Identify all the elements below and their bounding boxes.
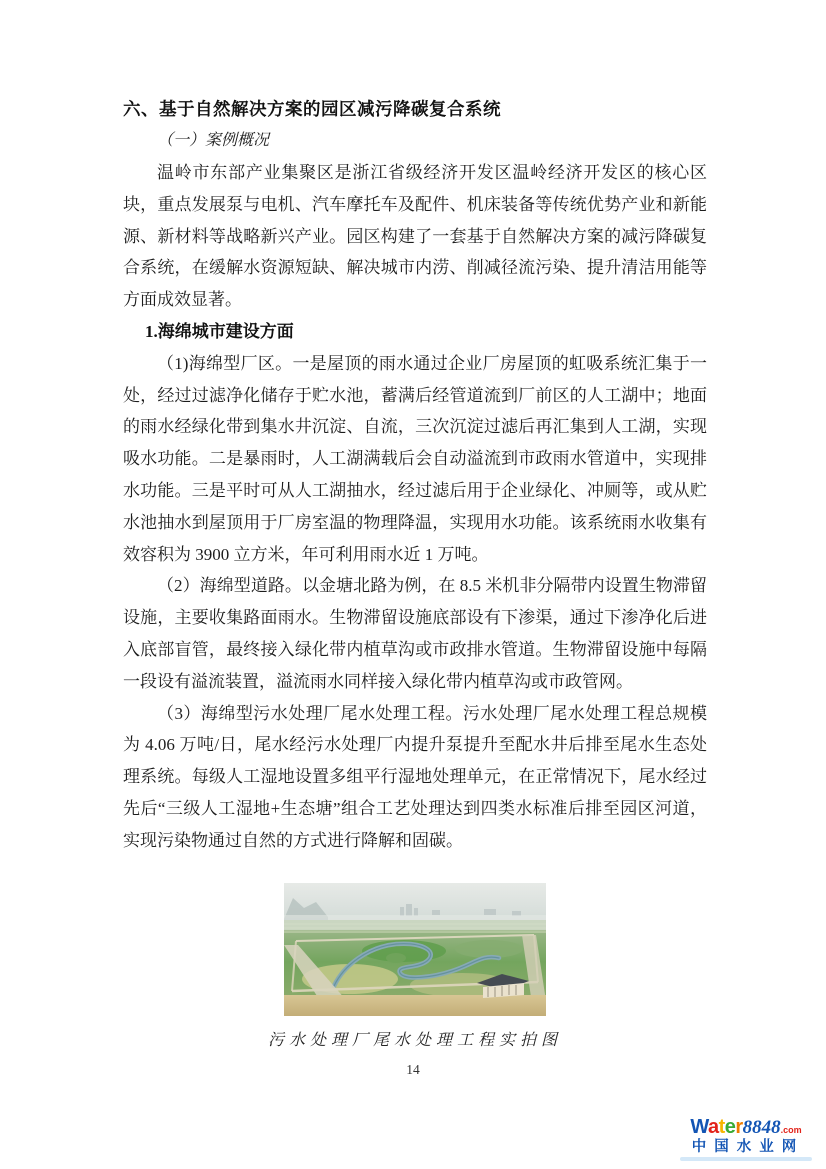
logo-letter: r — [735, 1115, 743, 1138]
water8848-logo — [680, 1117, 812, 1162]
aerial-photo-wetland-plant — [284, 883, 546, 1016]
subsection-heading-case-overview: （一）案例概况 — [157, 132, 270, 149]
section-heading: 六、基于自然解决方案的园区减污降碳复合系统 — [123, 99, 501, 119]
logo-tagline: 中国水业网 — [691, 1138, 805, 1155]
logo-tld: .com — [780, 1124, 802, 1135]
logo-letter: t — [718, 1115, 725, 1138]
logo-letter: e — [724, 1115, 736, 1138]
paragraph-sponge-wastewater: （3）海绵型污水处理厂尾水处理工程。污水处理厂尾水处理工程总规模为 4.06 万吨/日，尾水经污水处理厂内提升泵提升至配水井后排至尾水生态处理系统。每级人工湿地设置多组平行湿地处理单元，在正常情况下，尾水经过先后“三级人工湿地+生态塘”组合工艺处理达到四类水标准后排至园区河道，实现污染物通过自然的方式进行降解和固碳。 — [123, 703, 707, 850]
logo-accent-bar — [680, 1157, 812, 1161]
logo-number: 8848 — [742, 1116, 781, 1138]
document-body — [123, 94, 707, 1050]
page-number: 14 — [406, 1062, 420, 1077]
subsection-title-sponge-city: 1.海绵城市建设方面 — [145, 321, 294, 341]
figure-wastewater-project — [123, 883, 707, 1050]
paragraph-sponge-factory: （1)海绵型厂区。一是屋顶的雨水通过企业厂房屋顶的虹吸系统汇集于一处，经过过滤净化储存于贮水池，蓄满后经管道流到厂前区的人工湖中；地面的雨水经绿化带到集水井沉淀、自流，三次沉淀过滤后再汇集到人工湖，实现吸水功能。二是暴雨时，人工湖满载后会自动溢流到市政雨水管道中，实现排水功能。三是平时可从人工湖抽水，经过滤后用于企业绿化、冲厕等，或从贮水池抽水到屋顶用于厂房室温的物理降温，实现用水功能。该系统雨水收集有效容积为 3900 立方米，年可利用雨水近 1 万吨。 — [123, 353, 707, 564]
logo-letter: W — [690, 1115, 708, 1138]
logo-letter: a — [707, 1115, 719, 1138]
paragraph-sponge-road: （2）海绵型道路。以金塘北路为例，在 8.5 米机非分隔带内设置生物滞留设施，主要收集路面雨水。生物滞留设施底部设有下渗渠，通过下渗净化后进入底部盲管，最终接入绿化带内植草沟或市政排水管道。生物滞留设施中每隔一段设有溢流装置，溢流雨水同样接入绿化带内植草沟或市政管网。 — [123, 576, 707, 691]
figure-caption: 污水处理厂尾水处理工程实拍图 — [267, 1031, 562, 1049]
water8848-wordmark — [680, 1117, 812, 1137]
paragraph-case-overview: 温岭市东部产业集聚区是浙江省级经济开发区温岭经济开发区的核心区块，重点发展泵与电机、汽车摩托车及配件、机床装备等传统优势产业和新能源、新材料等战略新兴产业。园区构建了一套基于自然解决方案的减污降碳复合系统，在缓解水资源短缺、解决城市内涝、削减径流污染、提升清洁用能等方面成效显著。 — [123, 163, 707, 310]
